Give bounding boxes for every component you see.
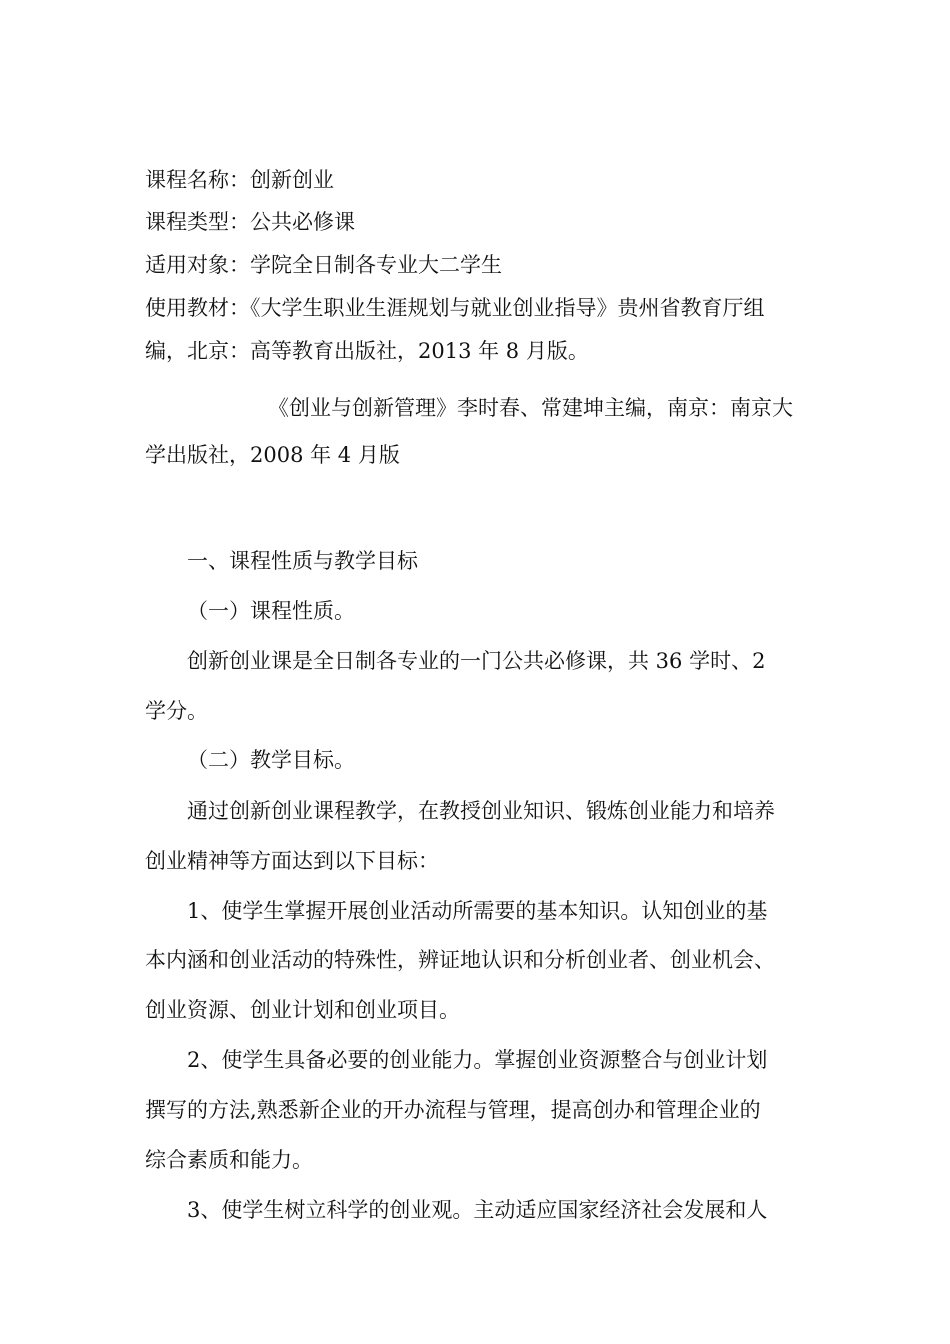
subsection-heading-goals: （二）教学目标。 <box>187 748 355 772</box>
nature-paragraph-line-2: 学分。 <box>145 699 208 723</box>
goal-1-line-1: 1、使学生掌握开展创业活动所需要的基本知识。认知创业的基 <box>187 899 768 923</box>
subsection-heading-nature: （一）课程性质。 <box>187 599 355 623</box>
nature-paragraph-line-1: 创新创业课是全日制各专业的一门公共必修课，共 36 学时、2 <box>187 649 766 673</box>
course-type: 课程类型：公共必修课 <box>145 210 355 234</box>
section-heading: 一、课程性质与教学目标 <box>187 549 418 573</box>
goal-1-line-2: 本内涵和创业活动的特殊性，辨证地认识和分析创业者、创业机会、 <box>145 948 775 972</box>
goals-intro-line-1: 通过创新创业课程教学，在教授创业知识、锻炼创业能力和培养 <box>187 799 775 823</box>
textbook-line-2: 编，北京：高等教育出版社，2013 年 8 月版。 <box>145 339 589 363</box>
goal-2-line-2: 撰写的方法,熟悉新企业的开办流程与管理，提高创办和管理企业的 <box>145 1098 761 1122</box>
course-name: 课程名称：创新创业 <box>145 168 334 192</box>
goals-intro-line-2: 创业精神等方面达到以下目标： <box>145 849 439 873</box>
goal-2-line-3: 综合素质和能力。 <box>145 1148 313 1172</box>
textbook2-line-2: 学出版社，2008 年 4 月版 <box>145 443 400 467</box>
textbook-line-1: 使用教材：《大学生职业生涯规划与就业创业指导》贵州省教育厅组 <box>145 296 765 320</box>
goal-1-line-3: 创业资源、创业计划和创业项目。 <box>145 998 460 1022</box>
textbook2-line-1: 《创业与创新管理》李时春、常建坤主编，南京：南京大 <box>268 396 793 420</box>
target-audience: 适用对象：学院全日制各专业大二学生 <box>145 253 502 277</box>
goal-3-line-1: 3、使学生树立科学的创业观。主动适应国家经济社会发展和人 <box>187 1198 768 1222</box>
goal-2-line-1: 2、使学生具备必要的创业能力。掌握创业资源整合与创业计划 <box>187 1048 768 1072</box>
